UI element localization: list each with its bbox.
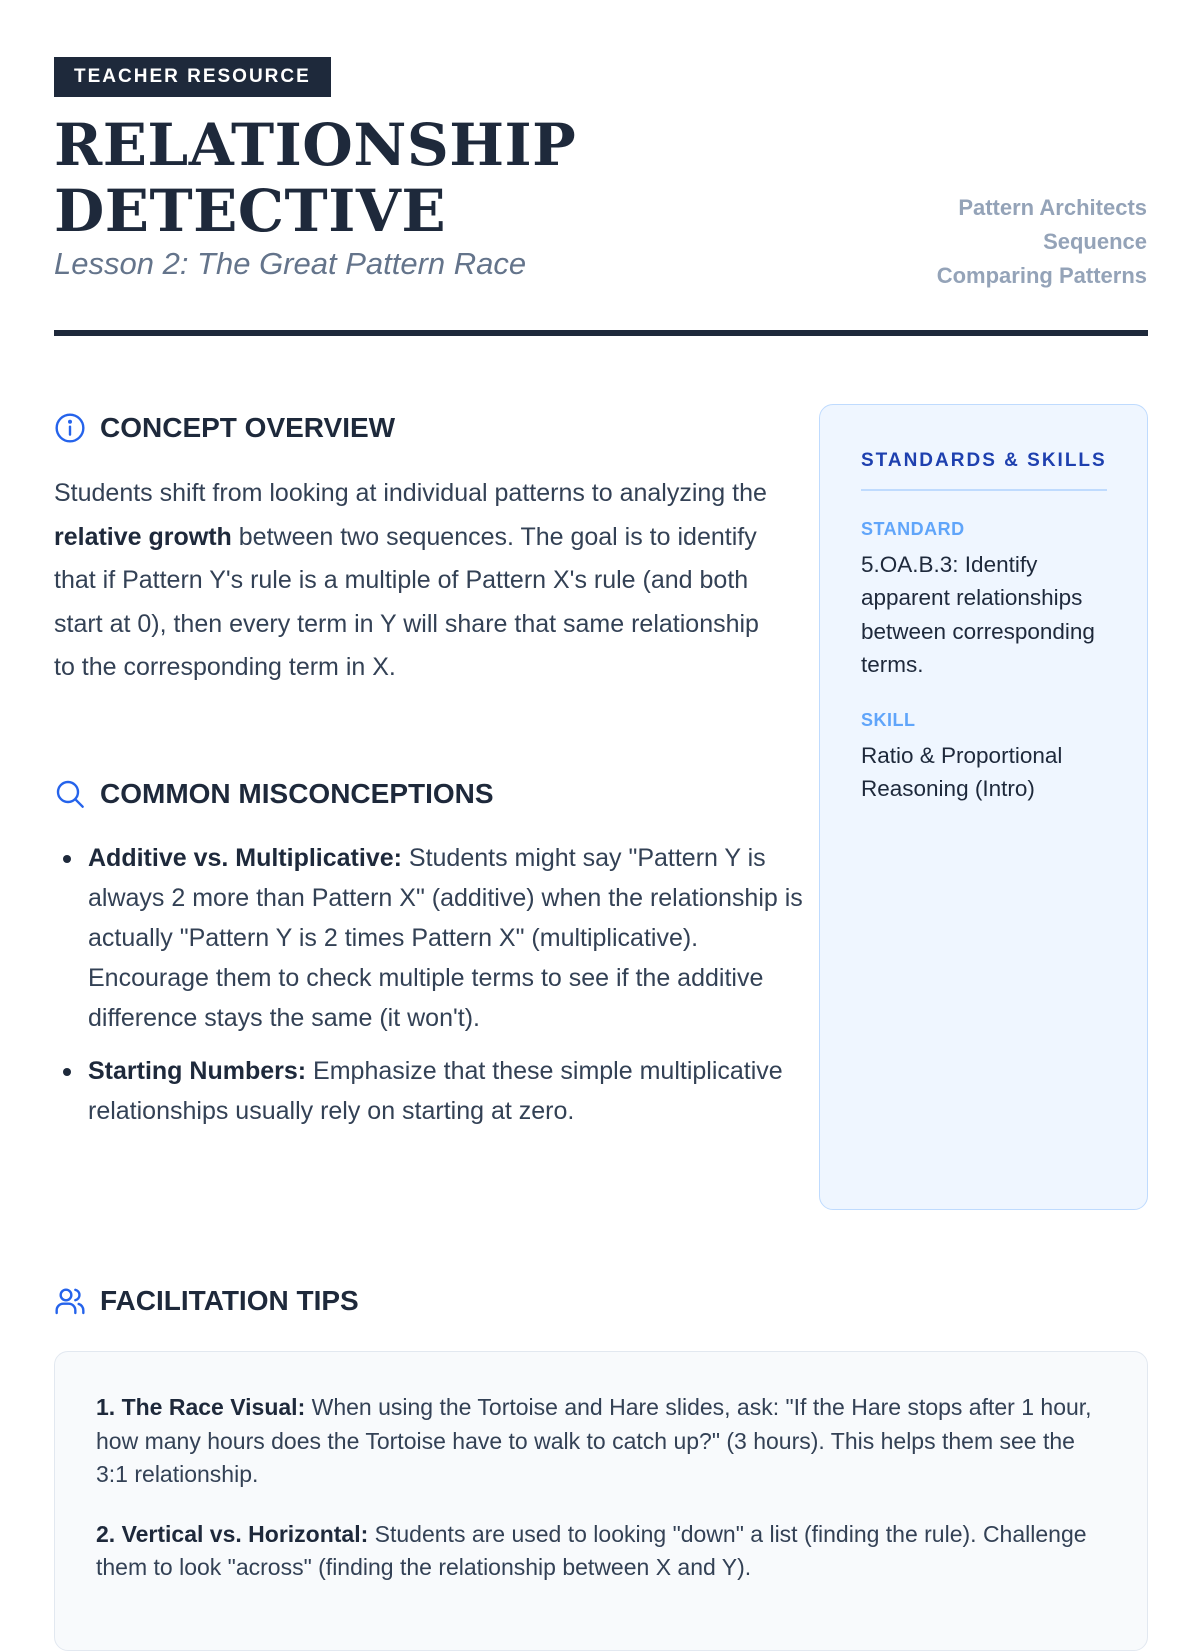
tip-text: Students are used to looking "down" a list (finding the rule). Challenge them to look "across" (finding the relationship between X and Y). — [96, 1520, 1087, 1580]
facilitation-tips-box — [54, 1351, 1148, 1651]
skill-label: SKILL — [861, 709, 916, 730]
misconceptions-header — [54, 778, 494, 810]
title-line-2: DETECTIVE — [54, 177, 447, 245]
search-icon — [54, 778, 86, 810]
standards-heading: STANDARDS & SKILLS — [861, 450, 1107, 471]
misconception-title: Additive vs. Multiplicative: — [88, 844, 402, 872]
standard-label: STANDARD — [861, 518, 965, 539]
concept-overview-header — [54, 412, 395, 444]
list-item — [96, 1391, 1107, 1492]
title-line-1: RELATIONSHIP — [54, 111, 577, 179]
users-icon — [54, 1285, 86, 1317]
misconceptions-heading: COMMON MISCONCEPTIONS — [100, 778, 494, 809]
series-breadcrumb — [937, 191, 1147, 293]
misconception-text: Students might say "Pattern Y is always 2 more than Pattern X" (additive) when the relationship is actually "Pattern Y is 2 times Pattern X" (multiplicative). Encourage them to check multiple terms to see if the additive difference stays the same (it won't). — [88, 844, 803, 1032]
concept-text-start: Students shift from looking at individual patterns to analyzing the — [54, 479, 767, 507]
misconceptions-list — [54, 838, 808, 1144]
tip-title: 1. The Race Visual: — [96, 1394, 306, 1420]
series-sequence: Sequence — [1043, 229, 1147, 254]
standard-value: 5.OA.B.3: Identify apparent relationships between corresponding terms. — [861, 551, 1095, 677]
misconception-title: Starting Numbers: — [88, 1057, 307, 1085]
tip-text: When using the Tortoise and Hare slides, ask: "If the Hare stops after 1 hour, how many hours does the Tortoise have to walk to catch up?" (3 hours). This helps them see the 3:1 relationship. — [96, 1394, 1092, 1487]
info-icon — [54, 412, 86, 444]
list-item — [88, 1051, 808, 1131]
series-topic: Comparing Patterns — [936, 263, 1147, 288]
concept-text-end: between two sequences. The goal is to identify that if Pattern Y's rule is a multiple of Pattern X's rule (and both start at 0), then every term in Y will share that same relationship to the corresponding term in X. — [54, 522, 759, 681]
standards-divider — [861, 489, 1107, 491]
list-item — [88, 838, 808, 1038]
facilitation-heading: FACILITATION TIPS — [100, 1285, 359, 1316]
teacher-resource-badge: TEACHER RESOURCE — [54, 57, 331, 97]
misconception-text: Emphasize that these simple multiplicative relationships usually rely on starting at zero. — [88, 1057, 783, 1125]
list-item — [96, 1518, 1107, 1585]
page-title — [54, 112, 694, 244]
concept-overview-text — [54, 472, 774, 690]
concept-text-emphasis: relative growth — [54, 522, 232, 551]
lesson-subtitle: Lesson 2: The Great Pattern Race — [54, 246, 527, 281]
series-name: Pattern Architects — [958, 195, 1147, 220]
facilitation-header — [54, 1285, 359, 1317]
skill-value: Ratio & Proportional Reasoning (Intro) — [861, 742, 1063, 801]
concept-overview-heading: CONCEPT OVERVIEW — [100, 412, 396, 443]
header-divider — [54, 330, 1148, 336]
standards-card — [819, 404, 1148, 1210]
tip-title: 2. Vertical vs. Horizontal: — [96, 1520, 369, 1547]
